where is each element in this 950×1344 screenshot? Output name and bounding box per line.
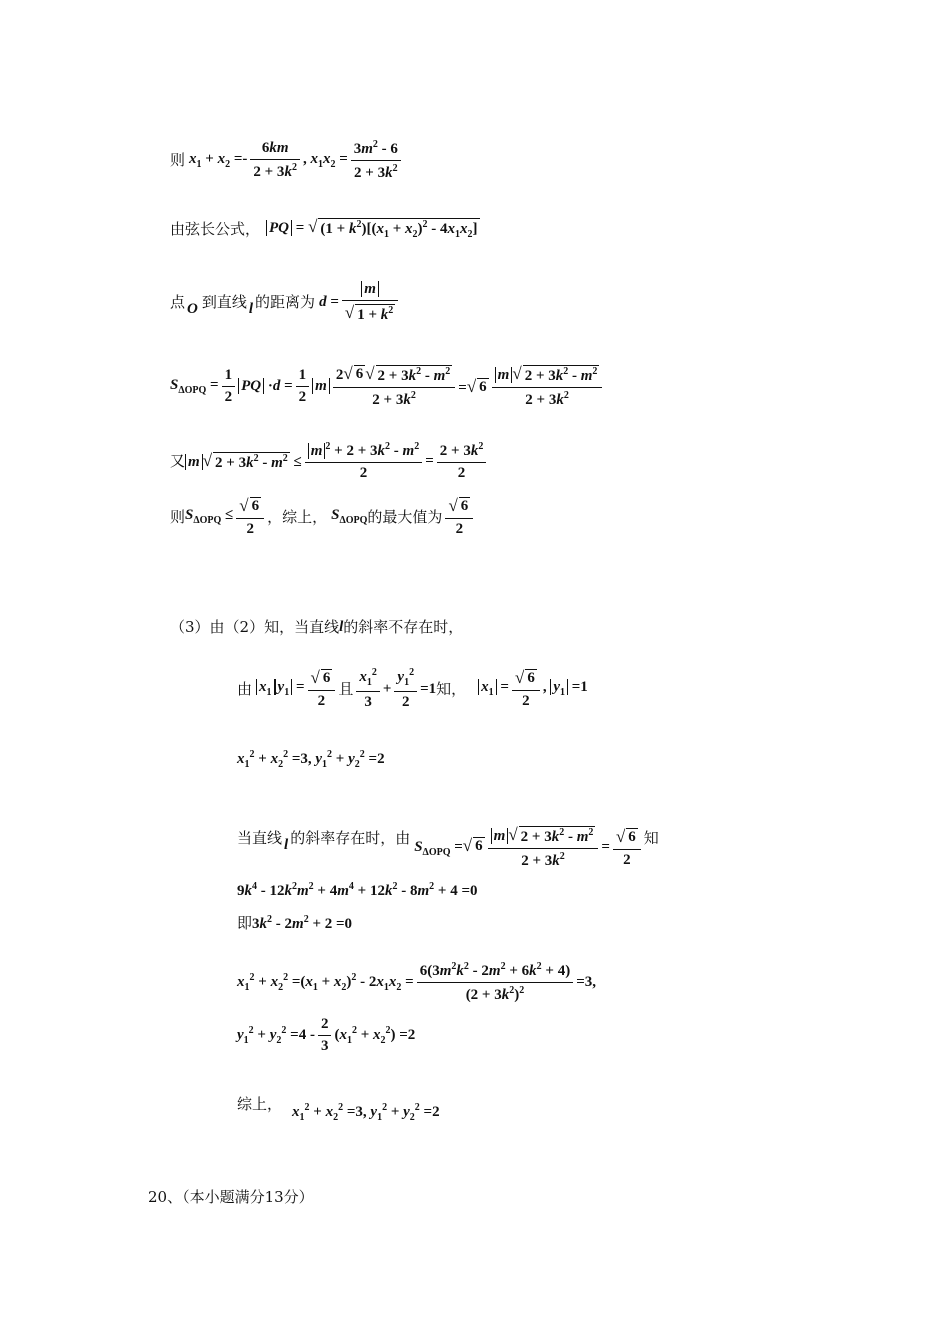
formula-abs-product: $x_1$ $y_1$ = — [256, 680, 304, 698]
fraction-area-2: m √ $2 + 3k^2 - m^2$ $2 + 3k^2$ — [492, 365, 603, 408]
footer-text: 20、（本小题满分13分） — [148, 1188, 314, 1206]
fraction-sqrt6-half-b: √ 6 2 — [512, 669, 540, 709]
formula-s-eq: $S_{\Delta OPQ}$ = √ 6 — [414, 836, 483, 858]
line-l: l — [248, 301, 254, 317]
fraction-sum: $\frac{6km}{2 + 3k^2}$ — [250, 141, 300, 180]
distance-line — [170, 282, 401, 323]
formula-y-squares: $y_1^2 + y_2^2 =4$ - — [237, 1024, 315, 1046]
equals-three: =3, — [576, 974, 596, 990]
y-squares-line — [237, 1017, 415, 1054]
inequality-line — [170, 442, 489, 481]
max-area-line — [170, 497, 476, 537]
formula-area: $S_{\Delta OPQ}$ = — [170, 376, 219, 396]
prefix-text: 由弦长公式， — [170, 219, 261, 238]
fraction-area-3: m √ $2 + 3k^2 - m^2$ $2 + 3k^2$ — [488, 826, 599, 869]
formula-y-squares-tail: $(x_1^2 + x_2^2) =2$ — [334, 1024, 416, 1046]
vertical-case-line — [237, 668, 588, 710]
fraction-sqrt6-half-c: √ 6 2 — [613, 828, 641, 868]
equals-sqrt6: = √ 6 — [458, 376, 487, 396]
formula-quartic: $9k^4 - 12k^2m^2 + 4m^4 + 12k^2 - 8m^2 + 4 =0$ — [237, 881, 478, 899]
formula-product: , $x_1x_2$ = — [302, 150, 348, 170]
formula-s: $S_{\Delta OPQ}$ — [331, 507, 368, 526]
formula-abs-x1: $x_1$ = — [478, 680, 509, 698]
formula-chord: PQ = √ $(1 + k^2)[(x_1 + x_2)^2 - 4x_1x_2]$ — [266, 218, 480, 240]
plus: + — [382, 680, 392, 697]
sum-squares-line — [237, 750, 385, 770]
formula-x-squares: $x_1^2 + x_2^2 =(x_1 + x_2)^2 - 2x_1x_2$ = — [237, 971, 414, 993]
suffix-text: 的最大值为 — [367, 507, 443, 526]
formula-sum: $x_1 + x_2$ =- — [189, 150, 248, 170]
point-o: O — [187, 301, 198, 317]
intro-suffix-text: 的斜率不存在时， — [343, 618, 464, 636]
when-text: 当直线 — [237, 829, 283, 847]
quartic-line — [237, 882, 478, 899]
formula-conclusion: $x_1^2 + x_2^2 =3$, $y_1^2 + y_2^2 =2$ — [292, 1102, 440, 1123]
line-l: l — [284, 837, 289, 853]
formula-s-le: $S_{\Delta OPQ}$ ≤ — [185, 507, 234, 526]
qie-text: 且 — [338, 679, 354, 698]
formula-abs-y1: , $y_1 =1$ — [542, 679, 588, 698]
conclusion-line — [237, 1085, 440, 1123]
mid-text: 到直线 — [201, 293, 247, 311]
fraction-max: √ 6 2 — [445, 497, 473, 537]
fraction-half: $\frac{1}{2}$ — [222, 368, 236, 405]
prefix-text: 又 — [170, 452, 186, 470]
next-question-heading — [148, 1190, 314, 1205]
equals: = — [601, 839, 610, 855]
you-text: 由 — [237, 679, 253, 698]
zhi-text: 知 — [643, 829, 659, 847]
fraction-area-1: 2 √ 6 √ $2 + 3k^2 - m^2$ $2 + 3k^2$ — [333, 365, 455, 408]
suffix-text: 的距离为 — [255, 293, 316, 311]
vieta-line — [170, 140, 404, 181]
area-line — [170, 365, 605, 408]
mid-text: ，综上， — [267, 507, 328, 526]
zhi-text: 知， — [436, 679, 467, 698]
part3-intro-line — [170, 620, 463, 635]
intro-text: （3）由（2）知，当直线 — [170, 618, 340, 636]
equals: = — [425, 453, 434, 469]
prefix-text: 则 — [170, 151, 186, 169]
prefix-text: 点 — [170, 293, 186, 311]
abs-m: m — [312, 379, 330, 394]
fraction-y1sq-2: $\frac{y_1^2}{2}$ — [394, 668, 417, 710]
fraction-d: m √ $1 + k^2$ — [342, 282, 398, 323]
equals-one: =1 — [420, 680, 437, 697]
slope-exists-line — [237, 808, 659, 869]
simplified-line — [237, 915, 352, 932]
prefix-text: 则 — [170, 507, 186, 526]
formula-simplified: $3k^2 - 2m^2 + 2 =0$ — [252, 914, 353, 932]
fraction-ineq-2: $\frac{2 + 3k^2}{2}$ — [437, 442, 487, 481]
fraction-product: $\frac{3m^2 - 6}{2 + 3k^2}$ — [351, 140, 401, 181]
fraction-two-thirds: $\frac{2}{3}$ — [318, 1017, 332, 1054]
fraction-sqrt6-half: √ 6 2 — [236, 497, 264, 537]
fraction-half-2: $\frac{1}{2}$ — [296, 368, 310, 405]
chord-length-line — [170, 218, 480, 240]
formula-d: d = — [319, 294, 339, 310]
fraction-ineq-1: $\frac{m ^2 + 2 + 3k^2 - m^2}{2}$ — [305, 442, 422, 481]
formula-ineq-left: m √ $2 + 3k^2 - m^2$ ≤ — [185, 452, 302, 471]
zongshang-text: 综上， — [237, 1094, 283, 1113]
fraction-x1sq-3: $\frac{x_1^2}{3}$ — [356, 668, 380, 710]
formula-sum-squares: $x_1^2 + x_2^2 =3$, $y_1^2 + y_2^2 =2$ — [237, 749, 385, 770]
ji-text: 即 — [237, 914, 253, 932]
fraction-sqrt6-half-a: √ 6 2 — [308, 669, 336, 709]
x-squares-line — [237, 962, 596, 1003]
formula-area-part: PQ ·d = — [238, 379, 293, 394]
line-l: l — [339, 619, 344, 635]
when-mid-text: 的斜率存在时，由 — [290, 829, 411, 847]
fraction-x-squares: $\frac{6(3m^2k^2 - 2m^2 + 6k^2 + 4)}{(2 + 3k^2)^2}$ — [417, 962, 573, 1003]
